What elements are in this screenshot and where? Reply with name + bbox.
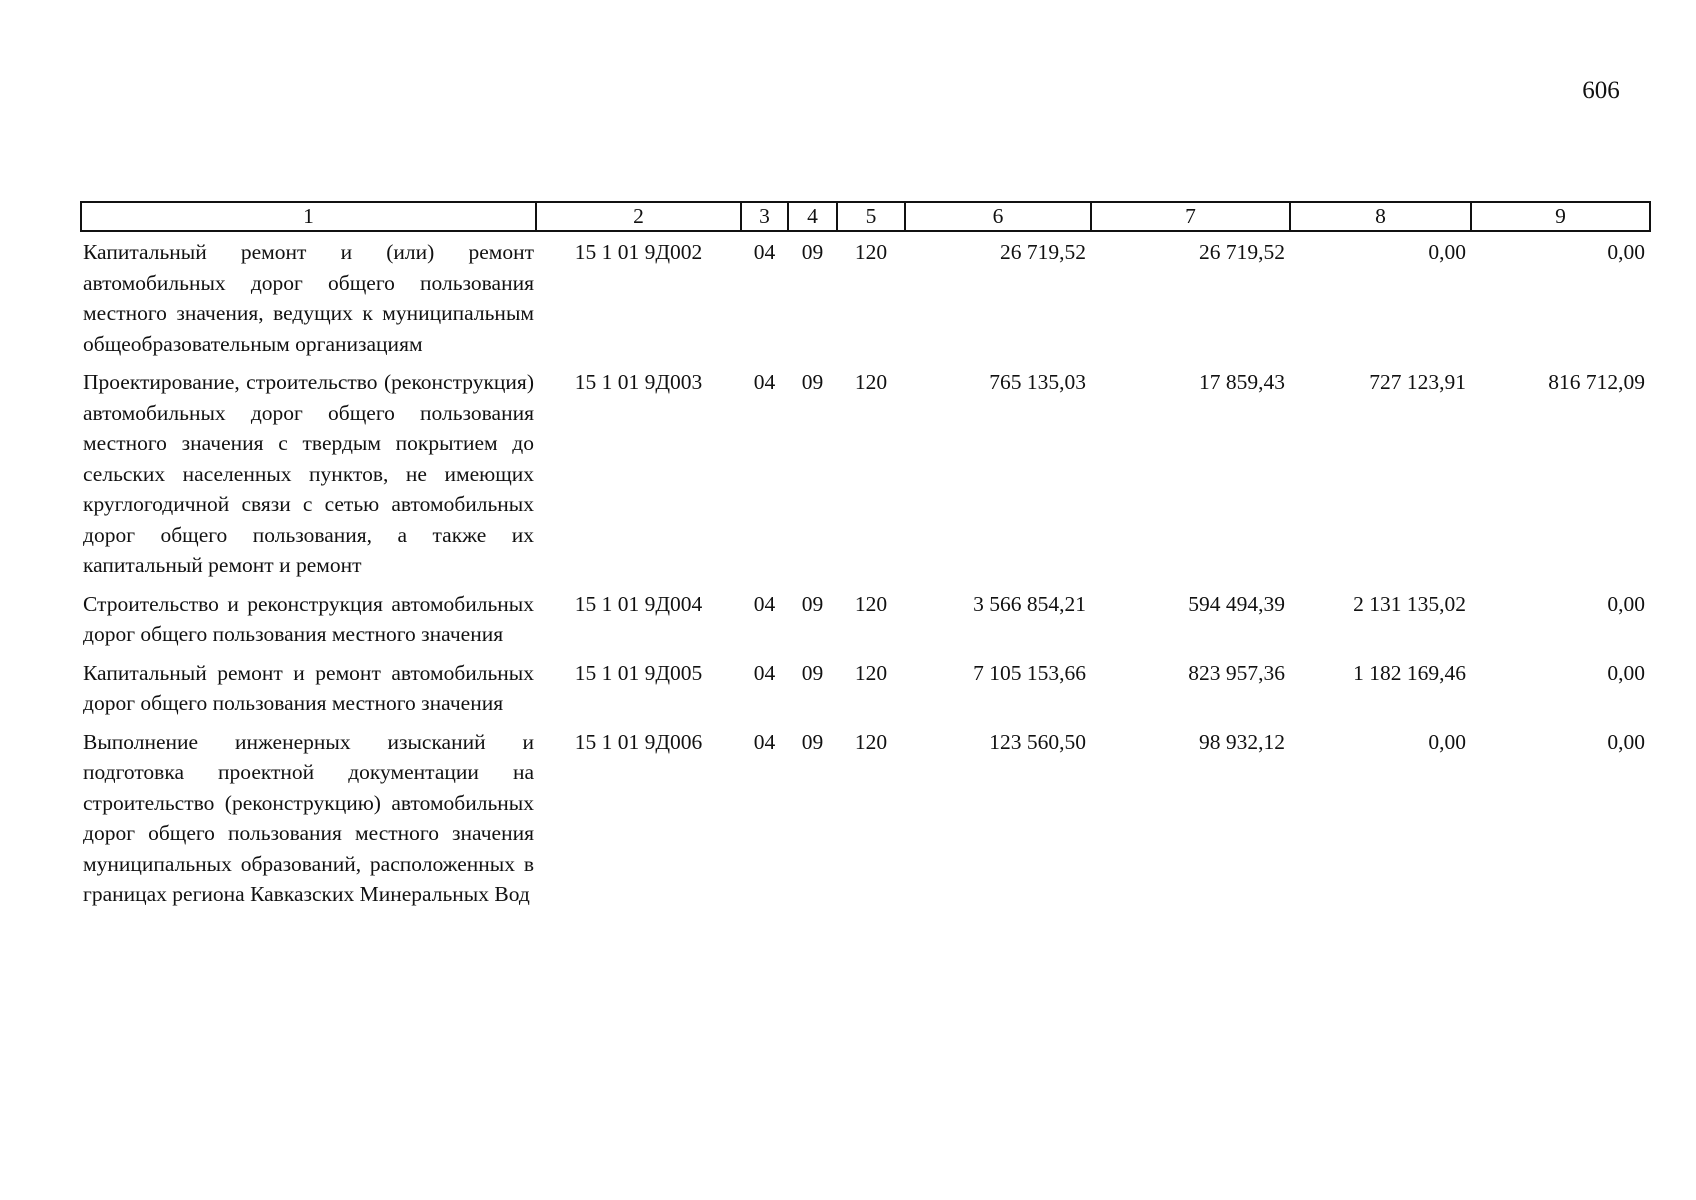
row-code: 15 1 01 9Д005 xyxy=(574,660,703,685)
row-description: Проектирование, строительство (реконструкция) автомобильных дорог общего пользования местного значения с твердым покрытием до сельских населенных пунктов, не имеющих круглогодичной связи с сетью автомобильных дорог общего пользования, а также их капитальный ремонт и ремонт xyxy=(83,370,534,577)
row-col-8: 2 131 135,02 xyxy=(1353,591,1466,616)
row-code: 15 1 01 9Д003 xyxy=(574,370,703,394)
row-col-9: 0,00 xyxy=(1607,660,1645,685)
row-col-7: 594 494,39 xyxy=(1188,591,1285,616)
row-col-3: 04 xyxy=(753,660,776,685)
table-row xyxy=(81,722,1650,913)
table-row xyxy=(81,653,1650,722)
row-col-6: 7 105 153,66 xyxy=(973,660,1086,685)
row-col-4: 09 xyxy=(801,240,824,264)
row-code: 15 1 01 9Д004 xyxy=(574,591,703,616)
row-col-3: 04 xyxy=(753,370,776,394)
row-col-7: 26 719,52 xyxy=(1199,240,1285,264)
row-col-4: 09 xyxy=(801,370,824,394)
row-col-9: 0,00 xyxy=(1607,591,1645,616)
row-col-3: 04 xyxy=(753,729,776,754)
row-col-9: 0,00 xyxy=(1607,240,1645,264)
row-col-5: 120 xyxy=(854,591,888,616)
row-description: Капитальный ремонт и ремонт автомобильных дорог общего пользования местного значения xyxy=(83,660,534,715)
column-header-7: 7 xyxy=(1091,202,1290,231)
column-header-3: 3 xyxy=(741,202,788,231)
column-header-1: 1 xyxy=(81,202,536,231)
table-row xyxy=(81,362,1650,584)
row-description: Выполнение инженерных изысканий и подготовка проектной документации на строительство (реконструкцию) автомобильных дорог общего пользования местного значения муниципальных образований, расположенных в границах региона Кавказских Минеральных Вод xyxy=(83,729,534,906)
row-col-4: 09 xyxy=(801,660,824,685)
row-description: Капитальный ремонт и (или) ремонт автомобильных дорог общего пользования местного значения, ведущих к муниципальным общеобразовательным организациям xyxy=(83,240,534,356)
column-header-4: 4 xyxy=(788,202,837,231)
table-row xyxy=(81,231,1650,362)
row-code: 15 1 01 9Д006 xyxy=(574,729,703,754)
row-col-6: 3 566 854,21 xyxy=(973,591,1086,616)
column-header-6: 6 xyxy=(905,202,1091,231)
header-row xyxy=(81,202,1650,231)
row-col-8: 0,00 xyxy=(1428,240,1466,264)
column-header-5: 5 xyxy=(837,202,905,231)
row-col-5: 120 xyxy=(854,240,888,264)
row-col-8: 727 123,91 xyxy=(1369,370,1466,394)
row-col-4: 09 xyxy=(801,591,824,616)
row-col-6: 26 719,52 xyxy=(1000,240,1086,264)
row-col-4: 09 xyxy=(801,729,824,754)
row-col-8: 0,00 xyxy=(1428,729,1466,754)
row-col-9: 0,00 xyxy=(1607,729,1645,754)
row-col-6: 765 135,03 xyxy=(989,370,1086,394)
row-col-5: 120 xyxy=(854,370,888,394)
page-number: 606 xyxy=(1582,77,1620,104)
table-body xyxy=(81,231,1650,913)
row-description: Строительство и реконструкция автомобильных дорог общего пользования местного значения xyxy=(83,591,534,646)
column-header-8: 8 xyxy=(1290,202,1471,231)
row-col-5: 120 xyxy=(854,729,888,754)
row-col-6: 123 560,50 xyxy=(989,729,1086,754)
row-col-7: 823 957,36 xyxy=(1188,660,1285,685)
column-header-2: 2 xyxy=(536,202,741,231)
row-code: 15 1 01 9Д002 xyxy=(574,240,703,264)
table-row xyxy=(81,584,1650,653)
budget-table xyxy=(80,201,1651,913)
row-col-7: 17 859,43 xyxy=(1199,370,1285,394)
column-header-9: 9 xyxy=(1471,202,1650,231)
row-col-7: 98 932,12 xyxy=(1199,729,1285,754)
table-header xyxy=(81,202,1650,231)
row-col-3: 04 xyxy=(753,240,776,264)
row-col-3: 04 xyxy=(753,591,776,616)
row-col-5: 120 xyxy=(854,660,888,685)
row-col-9: 816 712,09 xyxy=(1548,370,1645,394)
row-col-8: 1 182 169,46 xyxy=(1353,660,1466,685)
